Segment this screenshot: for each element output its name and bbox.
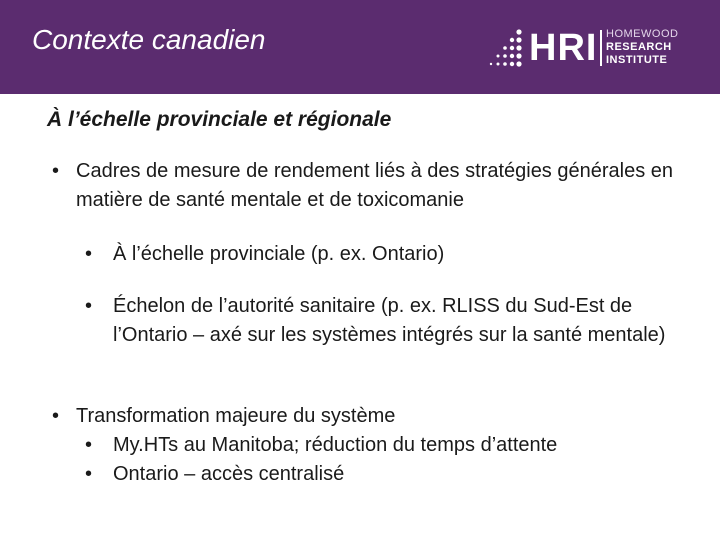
bullet-mark: • bbox=[85, 434, 93, 456]
bullet-text: Échelon de l’autorité sanitaire (p. ex. RLISS du Sud-Est de l’Ontario – axé sur les systèmes intégrés sur la santé mentale) bbox=[113, 295, 666, 346]
logo-mark: HRI bbox=[529, 27, 598, 69]
dot-grid-icon bbox=[486, 26, 526, 70]
logo-line-3: INSTITUTE bbox=[606, 54, 668, 66]
sub-bullet-item bbox=[85, 292, 685, 350]
slide-title: Contexte canadien bbox=[32, 24, 266, 55]
bullet-mark: • bbox=[52, 160, 60, 182]
bullet-item bbox=[52, 157, 692, 215]
bullet-text: Ontario – accès centralisé bbox=[113, 463, 345, 485]
logo-line-1: HOMEWOOD bbox=[606, 28, 679, 40]
bullet-mark: • bbox=[85, 295, 93, 317]
slide-header bbox=[0, 0, 720, 94]
bullet-text: Cadres de mesure de rendement liés à des stratégies générales en matière de santé mentale et de toxicomanie bbox=[76, 160, 674, 211]
bullet-item bbox=[52, 402, 692, 431]
bullet-text: Transformation majeure du système bbox=[76, 405, 396, 427]
sub-bullet-item bbox=[85, 431, 685, 460]
logo-org-name bbox=[606, 28, 678, 67]
logo-line-2: RESEARCH bbox=[606, 41, 672, 53]
sub-bullet-item bbox=[85, 460, 685, 489]
sub-bullet-item bbox=[85, 240, 685, 269]
slide-subtitle: À l’échelle provinciale et régionale bbox=[47, 108, 392, 131]
hri-logo bbox=[486, 26, 686, 70]
bullet-mark: • bbox=[85, 243, 93, 265]
bullet-text: My.HTs au Manitoba; réduction du temps d’attente bbox=[113, 434, 558, 456]
logo-divider bbox=[600, 30, 602, 66]
bullet-text: À l’échelle provinciale (p. ex. Ontario) bbox=[113, 243, 445, 265]
bullet-mark: • bbox=[85, 463, 93, 485]
bullet-mark: • bbox=[52, 405, 60, 427]
